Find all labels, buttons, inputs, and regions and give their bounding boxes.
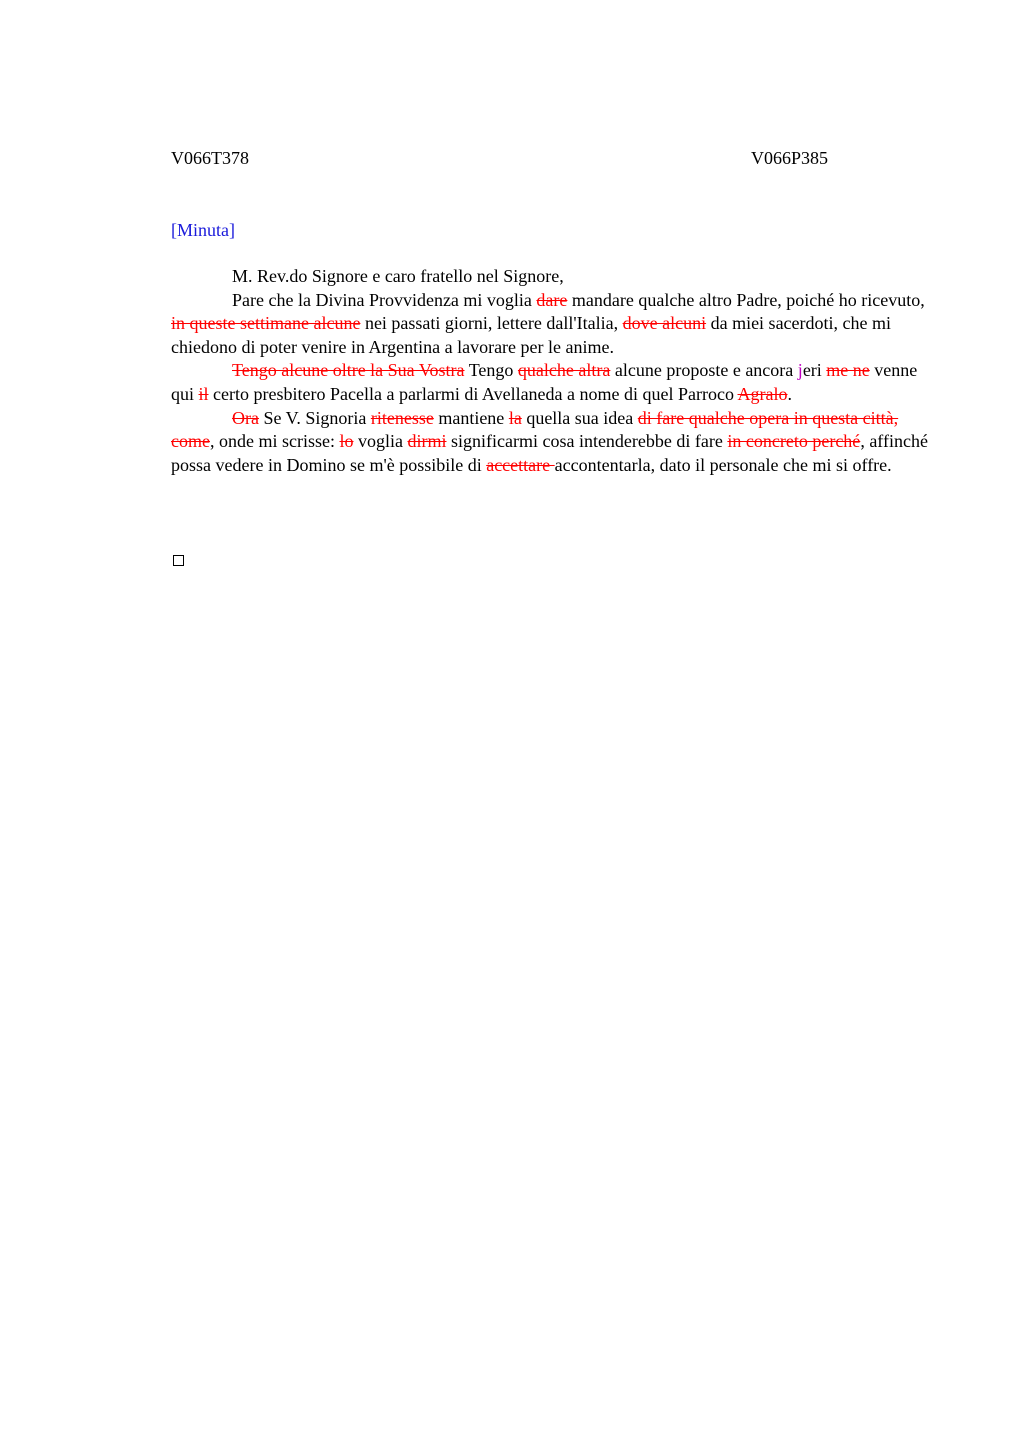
end-square-icon: [173, 555, 184, 566]
deleted-text: in concreto perché: [727, 431, 861, 452]
letter-body: [171, 265, 931, 477]
text-run: alcune proposte e ancora: [610, 360, 798, 381]
paragraph-1: [171, 289, 931, 360]
text-run: , onde mi scrisse:: [209, 431, 340, 452]
deleted-text: dove alcuni: [622, 313, 707, 334]
deleted-text: Agralo: [737, 383, 788, 404]
text-run: mandare qualche altro Padre, poiché ho ricevuto,: [567, 289, 925, 310]
document-code-right: V066P385: [751, 148, 829, 168]
text-run: eri: [802, 360, 827, 381]
text-run: voglia: [353, 431, 408, 452]
deleted-text: ritenesse: [370, 407, 434, 428]
text-run: quella sua idea: [521, 407, 638, 428]
text-run: nei passati giorni, lettere dall'Italia,: [360, 313, 623, 334]
deleted-text: di fare qualche opera in questa città, come: [171, 407, 899, 452]
deleted-text: in queste settimane alcune: [171, 313, 361, 334]
text-run: , affinché possa vedere in Domino se m'è possibile di: [171, 431, 928, 475]
draft-label: [Minuta]: [171, 220, 235, 240]
text-run: mantiene: [433, 407, 509, 428]
text-run: Tengo: [464, 360, 518, 381]
deleted-text: accettare: [486, 454, 555, 475]
salutation: M. Rev.do Signore e caro fratello nel Signore,: [232, 266, 564, 286]
text-run: significarmi cosa intenderebbe di fare: [446, 431, 728, 452]
text-run: da miei sacerdoti, che mi chiedono di poter venire in Argentina a lavorare per le anime.: [171, 313, 892, 357]
deleted-text: dirmi: [407, 431, 447, 452]
paragraph-3: [171, 407, 931, 478]
deleted-text: qualche altra: [517, 360, 611, 381]
inserted-letter: j: [797, 360, 803, 381]
deleted-text: me ne: [826, 360, 870, 381]
text-run: certo presbitero Pacella a parlarmi di Avellaneda a nome di quel Parroco: [208, 383, 738, 404]
document-code-left: V066T378: [171, 148, 249, 168]
text-run: Se V. Signoria: [258, 407, 371, 428]
deleted-text: lo: [339, 431, 354, 452]
text-run: Pare che la Divina Provvidenza mi voglia: [232, 289, 537, 310]
text-run: accontentarla, dato il personale che mi si offre.: [554, 454, 892, 475]
deleted-text: Ora: [232, 407, 259, 428]
text-run: venne qui: [171, 360, 918, 404]
deleted-text: Tengo alcune oltre la Sua Vostra: [232, 360, 465, 381]
paragraph-2: [171, 359, 931, 406]
deleted-text: il: [198, 383, 209, 404]
deleted-text: la: [508, 407, 522, 428]
deleted-text: dare: [536, 289, 568, 310]
text-run: .: [787, 383, 792, 404]
